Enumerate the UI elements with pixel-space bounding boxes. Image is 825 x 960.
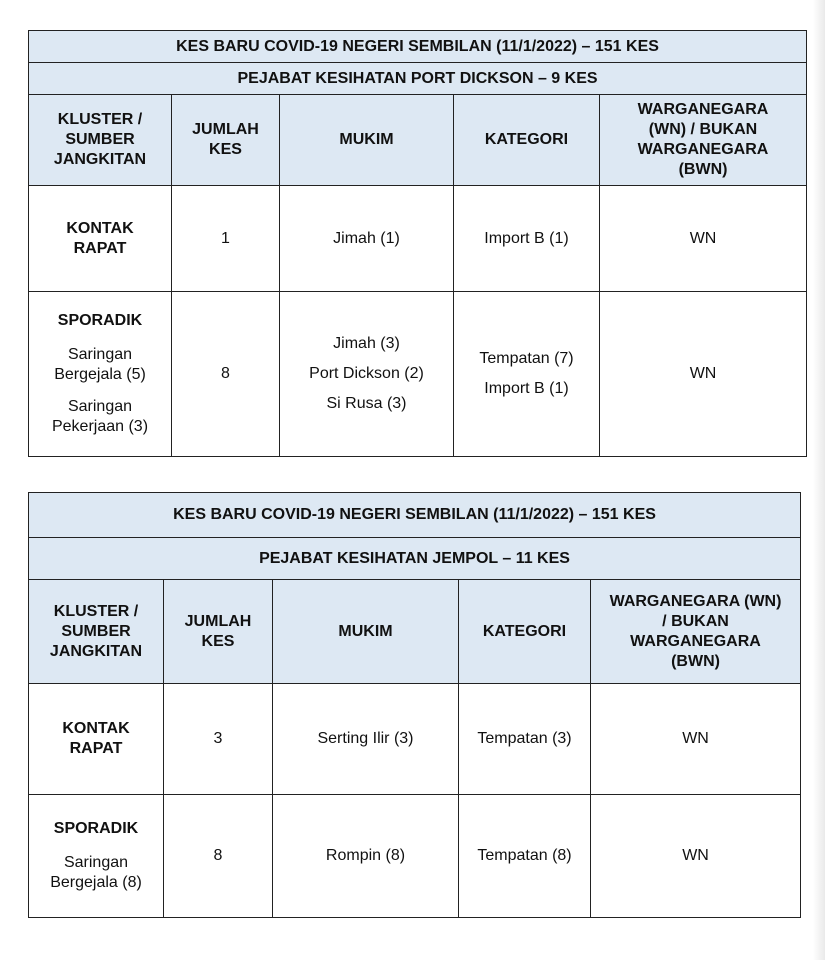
table-title: KES BARU COVID-19 NEGERI SEMBILAN (11/1/2022) – 151 KES bbox=[29, 31, 807, 63]
cell-kategori: Import B (1) bbox=[454, 186, 600, 292]
header-jumlah-kes: JUMLAH KES bbox=[164, 580, 273, 684]
table-row bbox=[29, 795, 801, 918]
cell-jumlah-kes: 8 bbox=[164, 795, 273, 918]
header-mukim: MUKIM bbox=[273, 580, 459, 684]
cell-kategori: Tempatan (3) bbox=[459, 684, 591, 795]
table-row bbox=[29, 292, 807, 457]
table-subtitle: PEJABAT KESIHATAN PORT DICKSON – 9 KES bbox=[29, 63, 807, 95]
cell-kluster: SPORADIK Saringan Bergejala (5) Saringan Pekerjaan (3) bbox=[29, 292, 172, 457]
header-row bbox=[29, 95, 807, 186]
header-warganegara: WARGANEGARA (WN) / BUKAN WARGANEGARA (BWN) bbox=[591, 580, 801, 684]
table-row bbox=[29, 186, 807, 292]
cell-mukim: Rompin (8) bbox=[273, 795, 459, 918]
table-title: KES BARU COVID-19 NEGERI SEMBILAN (11/1/2022) – 151 KES bbox=[29, 493, 801, 538]
cell-warganegara: WN bbox=[600, 186, 807, 292]
header-mukim: MUKIM bbox=[280, 95, 454, 186]
header-kategori: KATEGORI bbox=[459, 580, 591, 684]
cell-mukim: Serting Ilir (3) bbox=[273, 684, 459, 795]
cell-mukim: Jimah (3) Port Dickson (2) Si Rusa (3) bbox=[280, 292, 454, 457]
header-kluster: KLUSTER / SUMBER JANGKITAN bbox=[29, 580, 164, 684]
covid-table-jempol bbox=[28, 492, 801, 918]
cell-warganegara: WN bbox=[591, 684, 801, 795]
cell-kluster: KONTAK RAPAT bbox=[29, 186, 172, 292]
cell-jumlah-kes: 3 bbox=[164, 684, 273, 795]
header-warganegara: WARGANEGARA (WN) / BUKAN WARGANEGARA (BWN) bbox=[600, 95, 807, 186]
cell-kluster: SPORADIK Saringan Bergejala (8) bbox=[29, 795, 164, 918]
page-edge-shadow bbox=[813, 0, 825, 960]
cell-jumlah-kes: 8 bbox=[172, 292, 280, 457]
cell-kategori: Tempatan (7) Import B (1) bbox=[454, 292, 600, 457]
cell-warganegara: WN bbox=[591, 795, 801, 918]
table-subtitle: PEJABAT KESIHATAN JEMPOL – 11 KES bbox=[29, 538, 801, 580]
header-jumlah-kes: JUMLAH KES bbox=[172, 95, 280, 186]
cell-mukim: Jimah (1) bbox=[280, 186, 454, 292]
table-row bbox=[29, 684, 801, 795]
cell-kluster: KONTAK RAPAT bbox=[29, 684, 164, 795]
header-row bbox=[29, 580, 801, 684]
header-kategori: KATEGORI bbox=[454, 95, 600, 186]
cell-kategori: Tempatan (8) bbox=[459, 795, 591, 918]
cell-warganegara: WN bbox=[600, 292, 807, 457]
header-kluster: KLUSTER / SUMBER JANGKITAN bbox=[29, 95, 172, 186]
cell-jumlah-kes: 1 bbox=[172, 186, 280, 292]
covid-table-port-dickson bbox=[28, 30, 807, 457]
